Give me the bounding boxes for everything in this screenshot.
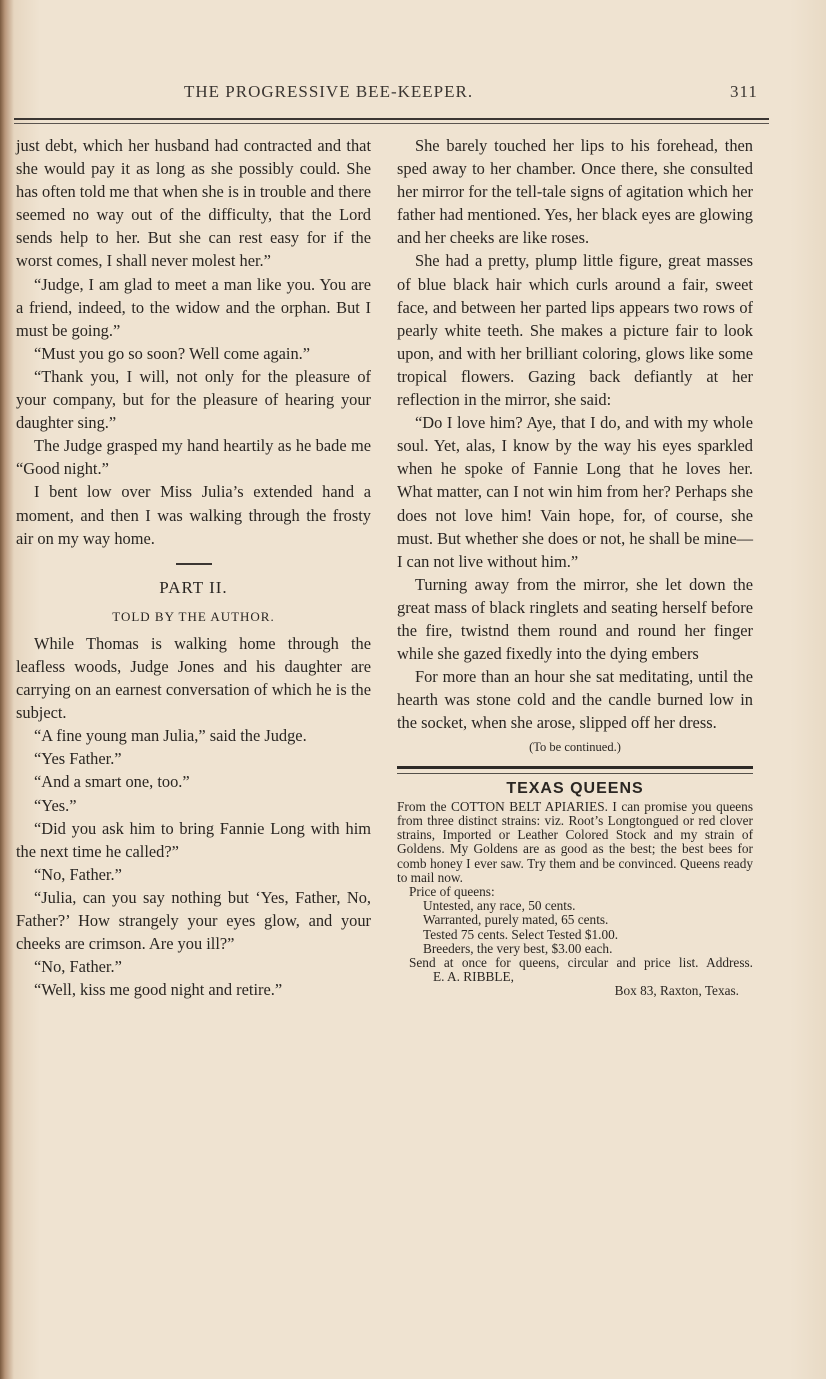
paragraph: She barely touched her lips to his forehead, then sped away to her chamber. Once there, she consulted her mirror for the tell-tale signs of agitation which her father had mentioned. Yes, her black eyes are glowing and her cheeks are like roses. <box>397 136 753 248</box>
advertisement-body: From the COTTON BELT APIARIES. I can promise you queens from three distinct strains: viz. Root’s Longtongued or red clover strains, Imported or Leather Colored Stock and my strain of Goldens. My Goldens are as good as the best; the best bees for comb honey I ever saw. Try them and be convinced. Queens ready to mail now. <box>397 798 753 885</box>
paragraph: “And a smart one, too.” <box>34 772 190 792</box>
advertisement <box>397 779 753 999</box>
header-rule <box>14 118 769 124</box>
paragraph: “No, Father.” <box>34 864 122 884</box>
price-heading: Price of queens: <box>409 883 495 899</box>
closing-text: Send at once for queens, circular and price list. Address. <box>409 954 753 970</box>
page-number: 311 <box>730 82 758 101</box>
paragraph: “Yes.” <box>34 795 77 815</box>
price-item: Breeders, the very best, $3.00 each. <box>423 940 613 956</box>
price-item: Untested, any race, 50 cents. <box>423 898 576 914</box>
paragraph: “No, Father.” <box>34 957 122 977</box>
paragraph: “Do I love him? Aye, that I do, and with my whole soul. Yet, alas, I know by the way his eyes sparkled when he spoke of Fannie Long that he loves her. What matter, can I not win him from her? Perhaps she does not love him! Vain hope, for, of course, she must. But whether she does or not, he shall be mine—I can not live without him.” <box>397 413 753 571</box>
paragraph: “Yes Father.” <box>34 749 122 769</box>
advertisement-rule <box>397 766 753 774</box>
part-subtitle: TOLD BY THE AUTHOR. <box>112 608 275 624</box>
price-item: Warranted, purely mated, 65 cents. <box>423 912 609 928</box>
paragraph: The Judge grasped my hand heartily as he bade me “Good night.” <box>16 436 371 479</box>
continued-note: (To be continued.) <box>529 740 621 755</box>
paragraph: She had a pretty, plump little figure, great masses of blue black hair which curls around a fair, sweet face, and between her parted lips appears two rows of pearly white teeth. She makes a picture fair to look upon, and with her brilliant coloring, glows like some tropical flowers. Gazing back defiantly at her reflection in the mirror, she said: <box>397 251 753 410</box>
price-list <box>397 885 753 956</box>
left-column <box>16 134 371 1001</box>
paragraph: “Judge, I am glad to meet a man like you. You are a friend, indeed, to the widow and the orphan. But I must be going.” <box>16 274 371 340</box>
paragraph: While Thomas is walking home through the leafless woods, Judge Jones and his daughter are carrying on an earnest conversation of which he is the subject. <box>16 633 371 723</box>
page-header <box>14 82 764 106</box>
advertiser-name: E. A. RIBBLE, <box>433 969 514 985</box>
paragraph: “A fine young man Julia,” said the Judge. <box>34 726 307 746</box>
paragraph: “Must you go so soon? Well come again.” <box>34 343 311 363</box>
paragraph: For more than an hour she sat meditating, until the hearth was stone cold and the candle burned low in the socket, when she arose, slipped off her dress. <box>397 667 753 733</box>
part-title: PART II. <box>159 577 228 597</box>
price-item: Tested 75 cents. Select Tested $1.00. <box>423 926 619 942</box>
section-divider <box>176 563 212 565</box>
paragraph: “Did you ask him to bring Fannie Long with him the next time he called?” <box>16 818 371 861</box>
paragraph: “Well, kiss me good night and retire.” <box>34 980 283 1000</box>
advertisement-closing <box>397 956 753 984</box>
publication-title: THE PROGRESSIVE BEE-KEEPER. <box>184 82 474 101</box>
paragraph: Turning away from the mirror, she let down the great mass of black ringlets and seating herself before the fire, twistnd them round and round her finger while she gazed fixedly into the dying embers <box>397 574 753 664</box>
right-column <box>397 134 753 999</box>
advertiser-address: Box 83, Raxton, Texas. <box>614 983 739 999</box>
paragraph: “Thank you, I will, not only for the pleasure of your company, but for the pleasure of hearing your daughter sing.” <box>16 366 371 433</box>
paragraph: “Julia, can you say nothing but ‘Yes, Father, No, Father?’ How strangely your eyes glow, and your cheeks are crimson. Are you ill?” <box>16 887 371 954</box>
paragraph: just debt, which her husband had contracted and that she would pay it as long as she possibly could. She has often told me that when she is in trouble and there seemed no way out of the difficulty, that the Lord sends help to her. But she can rest easy for if the worst comes, I shall never molest her.” <box>16 136 371 271</box>
advertisement-title: TEXAS QUEENS <box>506 779 644 797</box>
paragraph: I bent low over Miss Julia’s extended hand a moment, and then I was walking through the frosty air on my way home. <box>16 482 371 548</box>
